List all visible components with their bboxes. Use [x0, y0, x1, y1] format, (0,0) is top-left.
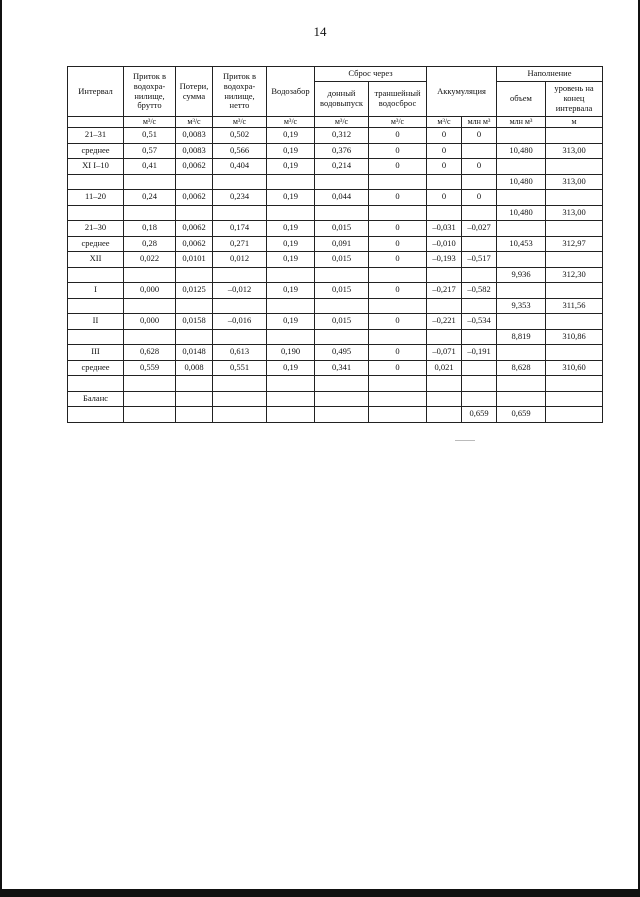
intake-cell	[267, 298, 315, 314]
accumulation-volume-cell: –0,027	[462, 221, 497, 237]
bottom-outlet-cell: 0,015	[315, 314, 369, 330]
level-cell	[546, 128, 603, 144]
trench-spillway-cell: 0	[369, 314, 427, 330]
inflow-gross-cell	[124, 329, 176, 345]
bottom-outlet-cell	[315, 376, 369, 392]
interval-cell	[68, 205, 124, 221]
inflow-gross-cell: 0,18	[124, 221, 176, 237]
interval-cell: 21–30	[68, 221, 124, 237]
trench-spillway-cell	[369, 407, 427, 423]
level-cell: 313,00	[546, 143, 603, 159]
interval-cell	[68, 376, 124, 392]
inflow-gross-cell	[124, 174, 176, 190]
bottom-outlet-cell	[315, 329, 369, 345]
bottom-outlet-cell: 0,044	[315, 190, 369, 206]
inflow-net-cell: 0,502	[213, 128, 267, 144]
level-cell: 310,86	[546, 329, 603, 345]
inflow-net-cell: –0,012	[213, 283, 267, 299]
interval-cell: XI I–10	[68, 159, 124, 175]
volume-cell: 0,659	[497, 407, 546, 423]
accumulation-flow-cell: –0,071	[427, 345, 462, 361]
level-cell	[546, 221, 603, 237]
inflow-net-cell	[213, 329, 267, 345]
interval-cell	[68, 298, 124, 314]
inflow-net-cell: 0,174	[213, 221, 267, 237]
interval-cell: среднее	[68, 360, 124, 376]
trench-spillway-cell: 0	[369, 360, 427, 376]
inflow-gross-cell: 0,51	[124, 128, 176, 144]
accumulation-volume-cell	[462, 267, 497, 283]
trench-spillway-cell	[369, 329, 427, 345]
intake-cell: 0,190	[267, 345, 315, 361]
inflow-net-cell: –0,016	[213, 314, 267, 330]
accumulation-volume-cell: –0,517	[462, 252, 497, 268]
bottom-outlet-cell: 0,015	[315, 283, 369, 299]
losses-cell: 0,0148	[176, 345, 213, 361]
intake-cell: 0,19	[267, 190, 315, 206]
accumulation-flow-cell: –0,221	[427, 314, 462, 330]
scan-edge-left	[0, 0, 2, 897]
table-row	[68, 236, 603, 252]
volume-cell: 8,819	[497, 329, 546, 345]
volume-cell	[497, 283, 546, 299]
accumulation-flow-cell	[427, 391, 462, 407]
accumulation-volume-cell	[462, 360, 497, 376]
losses-cell: 0,0101	[176, 252, 213, 268]
intake-cell: 0,19	[267, 252, 315, 268]
level-cell: 313,00	[546, 174, 603, 190]
unit-cell-empty	[68, 117, 124, 128]
inflow-gross-cell	[124, 391, 176, 407]
losses-cell	[176, 174, 213, 190]
inflow-gross-cell	[124, 376, 176, 392]
inflow-net-cell	[213, 376, 267, 392]
losses-cell: 0,0062	[176, 236, 213, 252]
volume-cell	[497, 128, 546, 144]
accumulation-volume-cell: 0	[462, 190, 497, 206]
losses-cell	[176, 376, 213, 392]
accumulation-volume-cell	[462, 143, 497, 159]
inflow-net-cell: 0,271	[213, 236, 267, 252]
level-cell: 311,56	[546, 298, 603, 314]
unit-cell: м	[546, 117, 603, 128]
level-cell	[546, 252, 603, 268]
losses-cell	[176, 267, 213, 283]
header-discharge-group: Сброс через	[315, 67, 427, 82]
bottom-outlet-cell	[315, 267, 369, 283]
volume-cell: 10,453	[497, 236, 546, 252]
losses-cell: 0,0083	[176, 143, 213, 159]
interval-cell	[68, 267, 124, 283]
bottom-outlet-cell	[315, 391, 369, 407]
trench-spillway-cell: 0	[369, 190, 427, 206]
unit-cell: м³/с	[427, 117, 462, 128]
inflow-net-cell	[213, 267, 267, 283]
intake-cell: 0,19	[267, 360, 315, 376]
volume-cell	[497, 190, 546, 206]
losses-cell: 0,0062	[176, 221, 213, 237]
inflow-gross-cell: 0,28	[124, 236, 176, 252]
accumulation-flow-cell	[427, 205, 462, 221]
accumulation-flow-cell: 0	[427, 159, 462, 175]
bottom-outlet-cell: 0,341	[315, 360, 369, 376]
volume-cell	[497, 159, 546, 175]
losses-cell	[176, 391, 213, 407]
intake-cell	[267, 267, 315, 283]
bottom-outlet-cell	[315, 174, 369, 190]
level-cell: 312,97	[546, 236, 603, 252]
interval-cell: Баланс	[68, 391, 124, 407]
accumulation-flow-cell	[427, 267, 462, 283]
accumulation-flow-cell: –0,217	[427, 283, 462, 299]
intake-cell	[267, 174, 315, 190]
table-row	[68, 159, 603, 175]
accumulation-flow-cell	[427, 298, 462, 314]
table-row	[68, 376, 603, 392]
volume-cell: 10,480	[497, 143, 546, 159]
bottom-outlet-cell	[315, 298, 369, 314]
trench-spillway-cell: 0	[369, 252, 427, 268]
inflow-gross-cell	[124, 407, 176, 423]
accumulation-volume-cell: 0	[462, 128, 497, 144]
inflow-net-cell	[213, 407, 267, 423]
header-trench-spillway: траншейный водосброс	[369, 82, 427, 117]
header-level: уровень на конец интервала	[546, 82, 603, 117]
volume-cell	[497, 345, 546, 361]
bottom-outlet-cell	[315, 407, 369, 423]
unit-cell: м³/с	[315, 117, 369, 128]
inflow-net-cell	[213, 391, 267, 407]
page-number: 14	[313, 24, 327, 39]
bottom-outlet-cell: 0,091	[315, 236, 369, 252]
inflow-gross-cell: 0,41	[124, 159, 176, 175]
interval-cell: III	[68, 345, 124, 361]
trench-spillway-cell: 0	[369, 128, 427, 144]
trench-spillway-cell: 0	[369, 236, 427, 252]
losses-cell: 0,0083	[176, 128, 213, 144]
interval-cell: XII	[68, 252, 124, 268]
accumulation-volume-cell	[462, 298, 497, 314]
accumulation-volume-cell	[462, 329, 497, 345]
intake-cell: 0,19	[267, 236, 315, 252]
accumulation-volume-cell: –0,534	[462, 314, 497, 330]
scan-edge-bottom	[0, 889, 640, 897]
inflow-gross-cell: 0,57	[124, 143, 176, 159]
interval-cell: 21–31	[68, 128, 124, 144]
inflow-gross-cell: 0,000	[124, 314, 176, 330]
volume-cell	[497, 221, 546, 237]
interval-cell	[68, 407, 124, 423]
unit-cell: м³/с	[369, 117, 427, 128]
trench-spillway-cell	[369, 205, 427, 221]
header-filling: Наполнение	[497, 67, 603, 82]
inflow-net-cell: 0,613	[213, 345, 267, 361]
level-cell	[546, 391, 603, 407]
inflow-net-cell	[213, 205, 267, 221]
inflow-gross-cell: 0,628	[124, 345, 176, 361]
volume-cell: 9,936	[497, 267, 546, 283]
inflow-gross-cell	[124, 205, 176, 221]
table-row	[68, 143, 603, 159]
trench-spillway-cell: 0	[369, 283, 427, 299]
level-cell: 313,00	[546, 205, 603, 221]
intake-cell: 0,19	[267, 314, 315, 330]
accumulation-flow-cell: 0	[427, 190, 462, 206]
level-cell	[546, 345, 603, 361]
volume-cell: 8,628	[497, 360, 546, 376]
intake-cell	[267, 329, 315, 345]
table-row	[68, 267, 603, 283]
header-intake: Водозабор	[267, 67, 315, 117]
unit-cell: млн м³	[462, 117, 497, 128]
table-row	[68, 221, 603, 237]
bottom-outlet-cell	[315, 205, 369, 221]
trench-spillway-cell: 0	[369, 159, 427, 175]
scan-artifact	[455, 440, 475, 441]
inflow-net-cell: 0,566	[213, 143, 267, 159]
unit-cell: млн м³	[497, 117, 546, 128]
table-row	[68, 329, 603, 345]
inflow-net-cell: 0,234	[213, 190, 267, 206]
table-body	[68, 128, 603, 423]
header-bottom-outlet: донный водовыпуск	[315, 82, 369, 117]
level-cell	[546, 283, 603, 299]
units-row	[68, 117, 603, 128]
level-cell: 312,30	[546, 267, 603, 283]
volume-cell	[497, 252, 546, 268]
table-row	[68, 314, 603, 330]
trench-spillway-cell: 0	[369, 221, 427, 237]
accumulation-volume-cell	[462, 174, 497, 190]
accumulation-flow-cell	[427, 407, 462, 423]
level-cell	[546, 376, 603, 392]
trench-spillway-cell	[369, 376, 427, 392]
inflow-net-cell: 0,012	[213, 252, 267, 268]
bottom-outlet-cell: 0,015	[315, 221, 369, 237]
accumulation-volume-cell	[462, 391, 497, 407]
header-accumulation: Аккумуляция	[427, 67, 497, 117]
trench-spillway-cell	[369, 174, 427, 190]
interval-cell: 11–20	[68, 190, 124, 206]
accumulation-volume-cell: 0	[462, 159, 497, 175]
accumulation-flow-cell: 0,021	[427, 360, 462, 376]
losses-cell	[176, 205, 213, 221]
inflow-gross-cell: 0,24	[124, 190, 176, 206]
volume-cell	[497, 376, 546, 392]
header-inflow-net: Приток в водохра-нилище, нетто	[213, 67, 267, 117]
intake-cell	[267, 391, 315, 407]
losses-cell: 0,0062	[176, 190, 213, 206]
intake-cell	[267, 407, 315, 423]
losses-cell	[176, 298, 213, 314]
accumulation-volume-cell: –0,191	[462, 345, 497, 361]
interval-cell	[68, 174, 124, 190]
intake-cell: 0,19	[267, 221, 315, 237]
unit-cell: м³/с	[124, 117, 176, 128]
inflow-net-cell: 0,404	[213, 159, 267, 175]
inflow-gross-cell	[124, 298, 176, 314]
level-cell	[546, 159, 603, 175]
table-row	[68, 283, 603, 299]
header-volume: объем	[497, 82, 546, 117]
intake-cell	[267, 205, 315, 221]
intake-cell	[267, 376, 315, 392]
table-row	[68, 174, 603, 190]
level-cell	[546, 407, 603, 423]
losses-cell: 0,0062	[176, 159, 213, 175]
volume-cell: 10,480	[497, 205, 546, 221]
table-row	[68, 360, 603, 376]
volume-cell: 10,480	[497, 174, 546, 190]
accumulation-volume-cell	[462, 236, 497, 252]
interval-cell: среднее	[68, 236, 124, 252]
losses-cell	[176, 329, 213, 345]
table-row	[68, 190, 603, 206]
volume-cell: 9,353	[497, 298, 546, 314]
accumulation-flow-cell: 0	[427, 143, 462, 159]
inflow-net-cell: 0,551	[213, 360, 267, 376]
inflow-gross-cell: 0,022	[124, 252, 176, 268]
losses-cell: 0,0125	[176, 283, 213, 299]
accumulation-volume-cell: 0,659	[462, 407, 497, 423]
trench-spillway-cell	[369, 298, 427, 314]
table-row	[68, 205, 603, 221]
accumulation-flow-cell: –0,193	[427, 252, 462, 268]
intake-cell: 0,19	[267, 128, 315, 144]
losses-cell: 0,008	[176, 360, 213, 376]
level-cell: 310,60	[546, 360, 603, 376]
inflow-net-cell	[213, 298, 267, 314]
interval-cell: I	[68, 283, 124, 299]
table-row	[68, 407, 603, 423]
unit-cell: м³/с	[213, 117, 267, 128]
accumulation-volume-cell	[462, 205, 497, 221]
water-balance-table	[67, 66, 603, 423]
trench-spillway-cell	[369, 391, 427, 407]
interval-cell	[68, 329, 124, 345]
volume-cell	[497, 391, 546, 407]
interval-cell: II	[68, 314, 124, 330]
accumulation-flow-cell: –0,010	[427, 236, 462, 252]
intake-cell: 0,19	[267, 159, 315, 175]
losses-cell	[176, 407, 213, 423]
header-interval: Интервал	[68, 67, 124, 117]
table-row	[68, 345, 603, 361]
intake-cell: 0,19	[267, 283, 315, 299]
trench-spillway-cell: 0	[369, 345, 427, 361]
level-cell	[546, 314, 603, 330]
bottom-outlet-cell: 0,214	[315, 159, 369, 175]
inflow-gross-cell: 0,000	[124, 283, 176, 299]
accumulation-flow-cell	[427, 329, 462, 345]
accumulation-flow-cell: 0	[427, 128, 462, 144]
bottom-outlet-cell: 0,495	[315, 345, 369, 361]
accumulation-flow-cell	[427, 376, 462, 392]
trench-spillway-cell: 0	[369, 143, 427, 159]
unit-cell: м³/с	[176, 117, 213, 128]
bottom-outlet-cell: 0,376	[315, 143, 369, 159]
unit-cell: м³/с	[267, 117, 315, 128]
accumulation-volume-cell	[462, 376, 497, 392]
bottom-outlet-cell: 0,015	[315, 252, 369, 268]
inflow-net-cell	[213, 174, 267, 190]
volume-cell	[497, 314, 546, 330]
table-row	[68, 391, 603, 407]
table-row	[68, 298, 603, 314]
losses-cell: 0,0158	[176, 314, 213, 330]
accumulation-volume-cell: –0,582	[462, 283, 497, 299]
level-cell	[546, 190, 603, 206]
bottom-outlet-cell: 0,312	[315, 128, 369, 144]
table-row	[68, 128, 603, 144]
inflow-gross-cell: 0,559	[124, 360, 176, 376]
intake-cell: 0,19	[267, 143, 315, 159]
inflow-gross-cell	[124, 267, 176, 283]
accumulation-flow-cell: –0,031	[427, 221, 462, 237]
interval-cell: среднее	[68, 143, 124, 159]
header-losses: Потери, сумма	[176, 67, 213, 117]
header-inflow-gross: Приток в водохра-нилище, брутто	[124, 67, 176, 117]
table-row	[68, 252, 603, 268]
trench-spillway-cell	[369, 267, 427, 283]
accumulation-flow-cell	[427, 174, 462, 190]
